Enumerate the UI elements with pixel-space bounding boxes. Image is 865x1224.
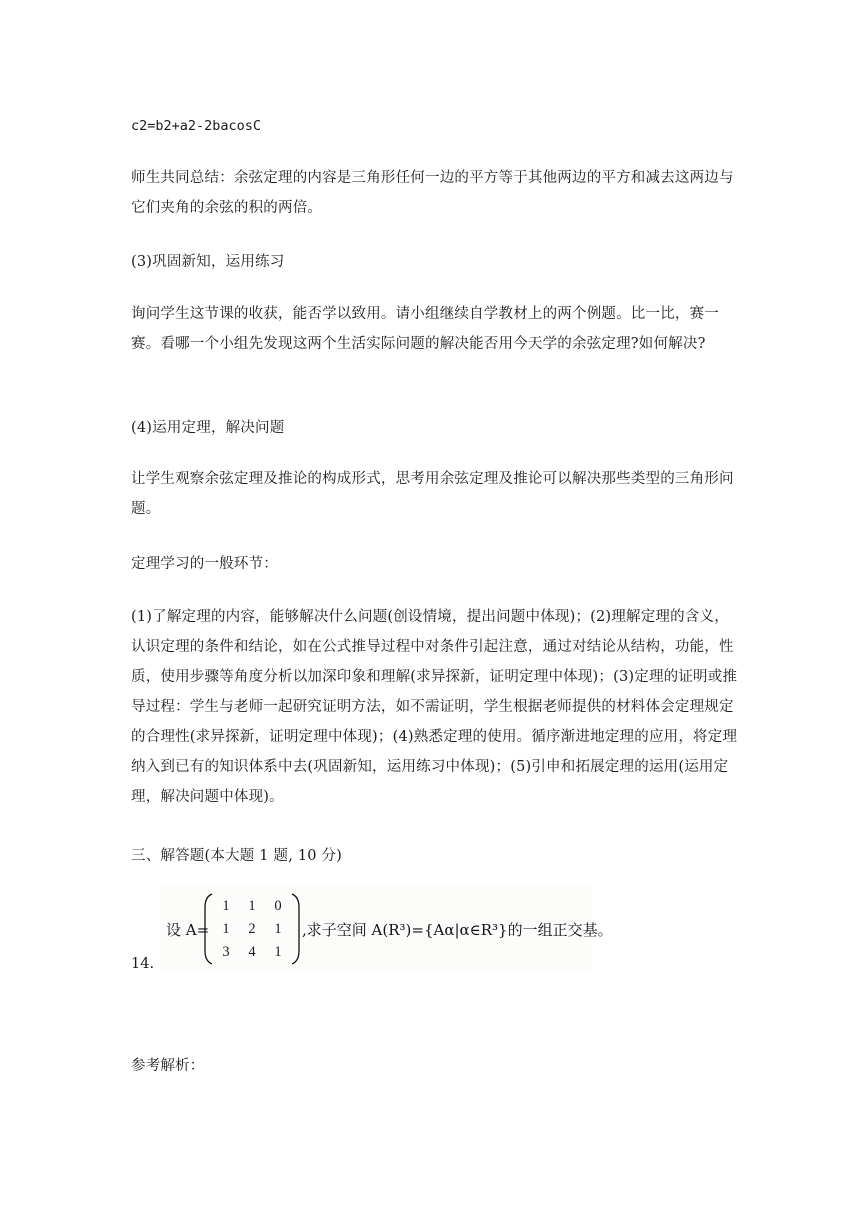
matrix-cell: 3 bbox=[222, 944, 230, 960]
matrix-cell: 1 bbox=[248, 898, 256, 914]
general-steps-paragraph: (1)了解定理的内容，能够解决什么问题(创设情境，提出问题中体现)；(2)理解定理的含义，认识定理的条件和结论，如在公式推导过程中对条件引起注意，通过对结论从结构，功能，性质，使用步骤等角度分析以加深印象和理解(求异探新，证明定理中体现)；(3)定理的证明或推导过程：学生与老师一起研究证明方法，如不需证明，学生根据老师提供的材料体会定理规定的合理性(求异探新，证明定理中体现)；(4)熟悉定理的使用。循序渐进地定理的应用，将定理纳入到已有的知识体系中去(巩固新知，运用练习中体现)；(5)引申和拓展定理的运用(运用定理，解决问题中体现)。 bbox=[131, 609, 738, 805]
summary-paragraph: 师生共同总结：余弦定理的内容是三角形任何一边的平方等于其他两边的平方和减去这两边与它们夹角的余弦的积的两倍。 bbox=[131, 170, 734, 216]
right-bracket bbox=[290, 893, 300, 965]
question-suffix: ,求子空间 A(R³)={Aα|α∈R³}的一组正交基。 bbox=[302, 920, 613, 939]
cosine-law-formula: c2=b2+a2-2bacosC bbox=[131, 118, 262, 134]
question-number: 14. bbox=[131, 956, 155, 972]
step4-heading: (4)运用定理，解决问题 bbox=[131, 420, 285, 436]
general-steps-heading: 定理学习的一般环节： bbox=[131, 556, 278, 572]
section-heading: 三、解答题(本大题 1 题, 10 分) bbox=[131, 848, 343, 864]
reference-heading: 参考解析： bbox=[131, 1058, 205, 1074]
matrix-cell: 1 bbox=[222, 898, 230, 914]
matrix-a bbox=[204, 893, 300, 965]
matrix-cell: 2 bbox=[248, 921, 256, 937]
step3-heading: (3)巩固新知，运用练习 bbox=[131, 254, 285, 270]
step3-paragraph: 询问学生这节课的收获，能否学以致用。请小组继续自学教材上的两个例题。比一比，赛一赛。看哪一个小组先发现这两个生活实际问题的解决能否用今天学的余弦定理?如何解决? bbox=[131, 306, 719, 352]
question-prefix: 设 A= bbox=[166, 920, 210, 939]
step4-paragraph: 让学生观察余弦定理及推论的构成形式，思考用余弦定理及推论可以解决那些类型的三角形问题。 bbox=[131, 471, 734, 517]
question-figure bbox=[160, 885, 613, 973]
matrix-cell: 4 bbox=[248, 944, 256, 960]
matrix-cell: 0 bbox=[274, 898, 282, 914]
matrix-cell: 1 bbox=[274, 921, 282, 937]
matrix-cell: 1 bbox=[274, 944, 282, 960]
matrix-cell: 1 bbox=[222, 921, 230, 937]
left-bracket bbox=[204, 893, 214, 965]
